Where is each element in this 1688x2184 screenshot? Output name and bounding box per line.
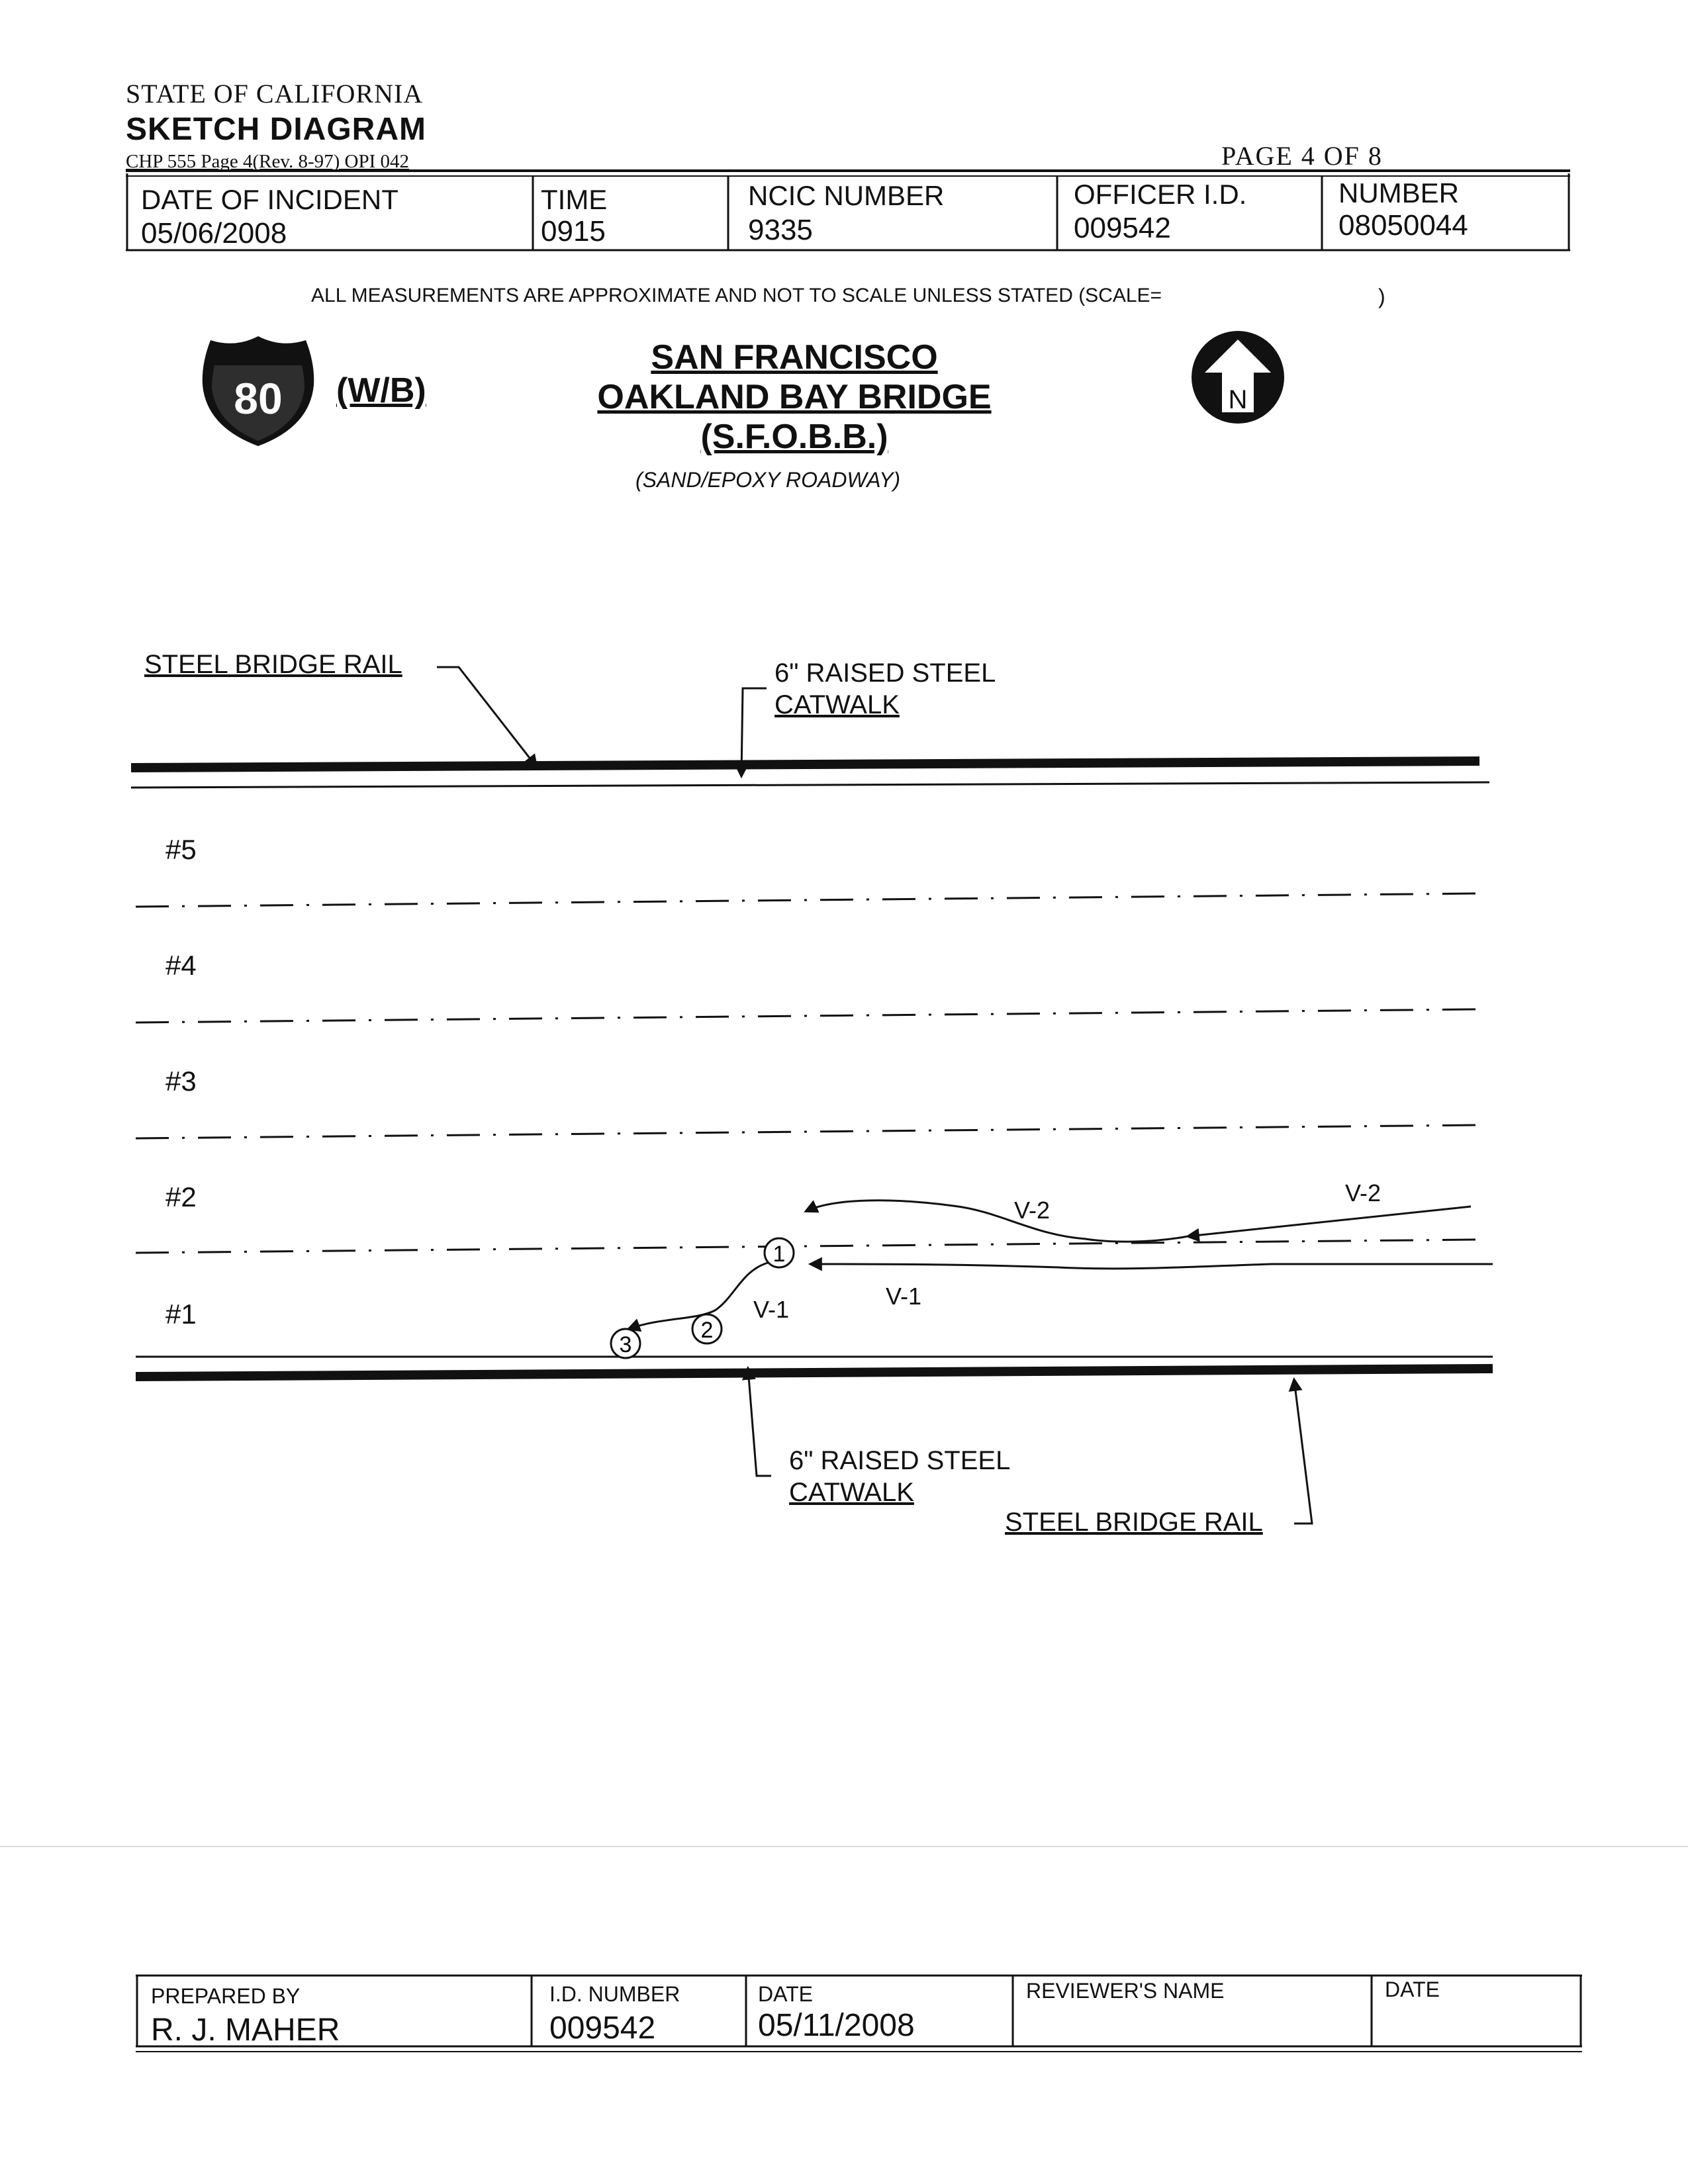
v2-right-label: V-2: [1345, 1179, 1382, 1206]
v2-approach-path: [1188, 1206, 1471, 1236]
lane-3-label: #3: [165, 1066, 197, 1097]
top-rail-label: STEEL BRIDGE RAIL: [144, 650, 402, 679]
prepared-date-label: DATE: [758, 1982, 813, 2006]
prepared-date-value: 05/11/2008: [758, 2008, 915, 2043]
date-of-incident-value: 05/06/2008: [141, 217, 287, 250]
lane-divider-5-4: [136, 893, 1476, 907]
date-of-incident-label: DATE OF INCIDENT: [141, 184, 399, 215]
bottom-catwalk-label-line2: CATWALK: [789, 1478, 914, 1507]
ncic-number-label: NCIC NUMBER: [748, 180, 945, 211]
report-number-value: 08050044: [1338, 209, 1468, 242]
location-line-2: OAKLAND BAY BRIDGE: [597, 378, 992, 416]
lane-4-label: #4: [165, 950, 197, 981]
form-code: CHP 555 Page 4(Rev. 8-97) OPI 042: [126, 151, 409, 172]
direction-label: (W/B): [336, 371, 426, 410]
lane-divider-3-2: [136, 1125, 1476, 1138]
top-rail-leader: [437, 667, 536, 766]
time-label: TIME: [541, 184, 608, 215]
time-value: 0915: [541, 215, 606, 248]
roadway-surface-note: (SAND/EPOXY ROADWAY): [635, 468, 901, 492]
officer-id-label: OFFICER I.D.: [1074, 179, 1247, 210]
v1-path: [811, 1264, 1493, 1269]
lane-5-label: #5: [165, 834, 197, 865]
prepared-by-label: PREPARED BY: [151, 1984, 301, 2008]
lane-2-label: #2: [165, 1181, 197, 1212]
point-2-label: 2: [700, 1318, 714, 1343]
scale-note-close: ): [1378, 285, 1385, 308]
id-number-value: 009542: [549, 2011, 656, 2046]
form-title: SKETCH DIAGRAM: [126, 112, 426, 147]
reviewer-name-label: REVIEWER'S NAME: [1026, 1979, 1225, 2003]
ncic-number-value: 9335: [748, 214, 813, 246]
top-catwalk-label-line2: CATWALK: [774, 690, 900, 719]
lane-divider-4-3: [136, 1009, 1476, 1023]
v1-mid-label: V-1: [753, 1296, 790, 1323]
v1-right-label: V-1: [886, 1283, 922, 1310]
bottom-steel-rail: [136, 1369, 1493, 1377]
lane-divider-2-1: [136, 1240, 1476, 1253]
bottom-rail-leader: [1294, 1380, 1312, 1524]
v2-path: [806, 1201, 1188, 1242]
lane-1-label: #1: [165, 1298, 197, 1330]
v2-mid-label: V-2: [1014, 1197, 1051, 1224]
review-date-label: DATE: [1385, 1978, 1440, 2001]
bottom-catwalk-label-line1: 6" RAISED STEEL: [789, 1446, 1011, 1475]
north-label: N: [1228, 385, 1248, 414]
shield-number: 80: [234, 374, 283, 423]
point-3-label: 3: [619, 1332, 632, 1357]
report-number-label: NUMBER: [1338, 177, 1460, 208]
scale-note: ALL MEASUREMENTS ARE APPROXIMATE AND NOT TO SCALE UNLESS STATED (SCALE=: [311, 285, 1162, 306]
officer-id-value: 009542: [1074, 212, 1171, 244]
top-catwalk-label-line1: 6" RAISED STEEL: [774, 659, 996, 688]
state-title: STATE OF CALIFORNIA: [126, 79, 424, 109]
bottom-catwalk-leader: [748, 1369, 771, 1476]
location-line-3: (S.F.O.B.B.): [700, 418, 888, 456]
page-number: PAGE 4 OF 8: [1221, 141, 1383, 171]
location-line-1: SAN FRANCISCO: [651, 338, 938, 377]
prepared-by-value: R. J. MAHER: [151, 2013, 340, 2048]
top-catwalk-edge: [131, 782, 1489, 788]
bottom-rail-label: STEEL BRIDGE RAIL: [1005, 1508, 1263, 1537]
top-steel-rail: [131, 761, 1479, 768]
id-number-label: I.D. NUMBER: [549, 1982, 680, 2006]
point-1-label: 1: [773, 1242, 786, 1267]
